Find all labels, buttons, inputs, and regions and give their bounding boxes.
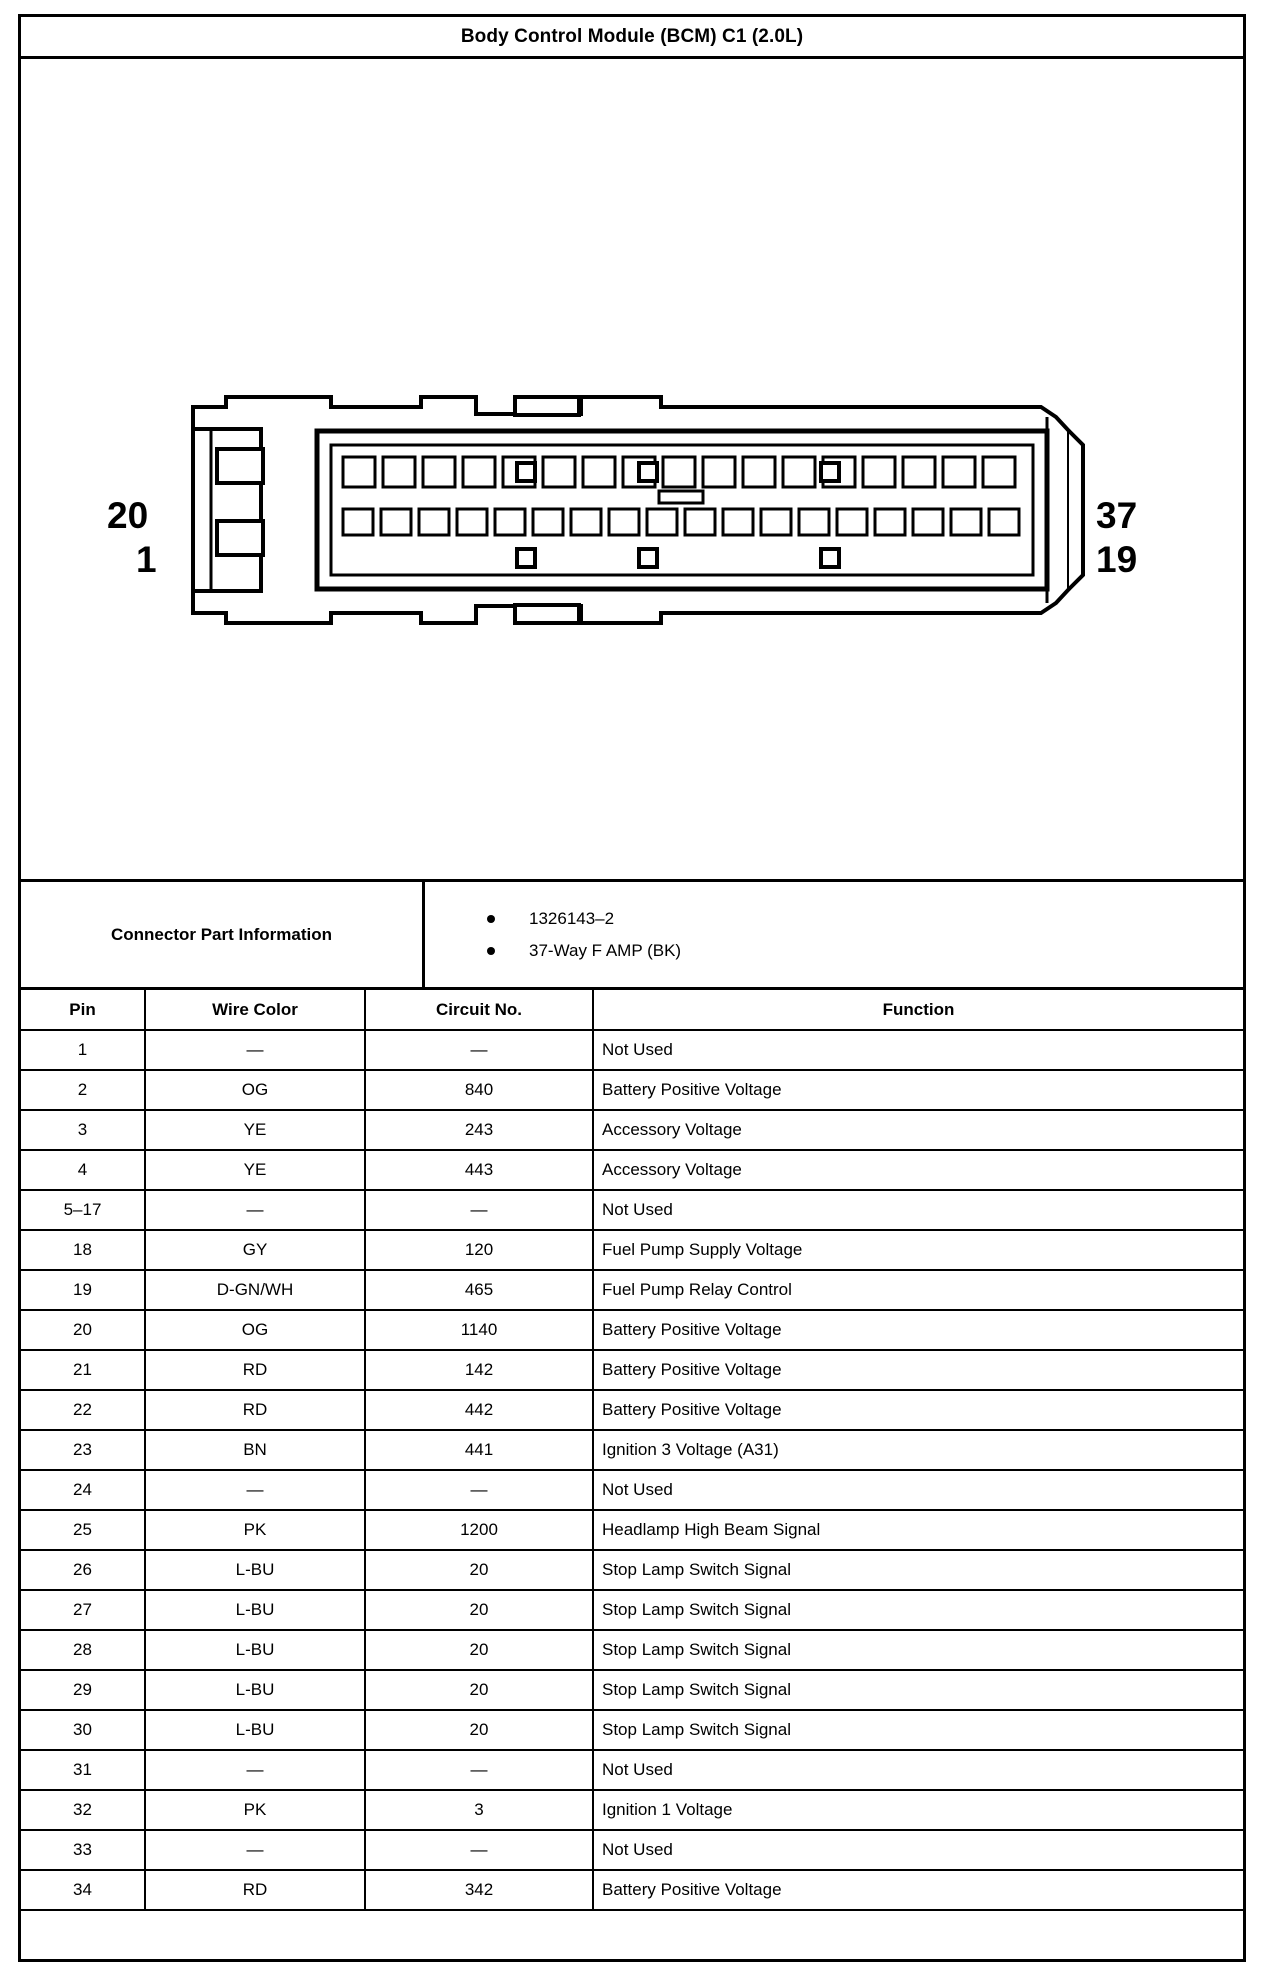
column-header-function: Function xyxy=(593,990,1243,1030)
table-row xyxy=(21,1110,1243,1150)
cell-circuit-no: — xyxy=(365,1030,593,1070)
cell-function: Stop Lamp Switch Signal xyxy=(593,1590,1243,1630)
cell-function: Battery Positive Voltage xyxy=(593,1070,1243,1110)
cell-circuit-no: 120 xyxy=(365,1230,593,1270)
cell-wire-color: L-BU xyxy=(145,1590,365,1630)
cell-circuit-no: 3 xyxy=(365,1790,593,1830)
cell-pin: 20 xyxy=(21,1310,145,1350)
table-row xyxy=(21,1590,1243,1630)
cell-wire-color: YE xyxy=(145,1150,365,1190)
table-row xyxy=(21,1390,1243,1430)
cell-circuit-no: 20 xyxy=(365,1670,593,1710)
cell-wire-color: RD xyxy=(145,1870,365,1910)
cell-circuit-no: 20 xyxy=(365,1550,593,1590)
pin-table-body xyxy=(21,1030,1243,1910)
cell-wire-color: BN xyxy=(145,1430,365,1470)
cell-circuit-no: 342 xyxy=(365,1870,593,1910)
column-header-circuit-no: Circuit No. xyxy=(365,990,593,1030)
list-item xyxy=(487,909,1243,929)
cell-pin: 29 xyxy=(21,1670,145,1710)
cell-function: Ignition 3 Voltage (A31) xyxy=(593,1430,1243,1470)
pin-label-20: 20 xyxy=(107,495,149,536)
page-title-text: Body Control Module (BCM) C1 (2.0L) xyxy=(460,25,804,47)
cell-pin: 18 xyxy=(21,1230,145,1270)
cell-function: Stop Lamp Switch Signal xyxy=(593,1710,1243,1750)
cell-function: Battery Positive Voltage xyxy=(593,1870,1243,1910)
cell-function: Not Used xyxy=(593,1470,1243,1510)
cell-pin: 30 xyxy=(21,1710,145,1750)
cell-wire-color: OG xyxy=(145,1310,365,1350)
table-row xyxy=(21,1150,1243,1190)
connector-sheet xyxy=(18,14,1246,1962)
cell-function: Headlamp High Beam Signal xyxy=(593,1510,1243,1550)
cell-pin: 32 xyxy=(21,1790,145,1830)
cell-pin: 3 xyxy=(21,1110,145,1150)
cell-function: Battery Positive Voltage xyxy=(593,1390,1243,1430)
table-row xyxy=(21,1310,1243,1350)
part-info-label: Connector Part Information xyxy=(21,882,425,987)
part-info-values xyxy=(425,882,1243,987)
part-description: 37-Way F AMP (BK) xyxy=(529,940,682,960)
cell-wire-color: — xyxy=(145,1750,365,1790)
connector-illustration xyxy=(21,59,1243,879)
connector-part-information xyxy=(21,882,1243,990)
cell-circuit-no: 20 xyxy=(365,1630,593,1670)
cell-wire-color: D-GN/WH xyxy=(145,1270,365,1310)
cell-wire-color: — xyxy=(145,1830,365,1870)
cell-circuit-no: 1200 xyxy=(365,1510,593,1550)
cell-wire-color: — xyxy=(145,1470,365,1510)
cell-function: Not Used xyxy=(593,1750,1243,1790)
cell-wire-color: L-BU xyxy=(145,1710,365,1750)
cell-pin: 31 xyxy=(21,1750,145,1790)
cell-wire-color: PK xyxy=(145,1790,365,1830)
cell-pin: 5–17 xyxy=(21,1190,145,1230)
cell-pin: 23 xyxy=(21,1430,145,1470)
column-header-pin: Pin xyxy=(21,990,145,1030)
cell-function: Battery Positive Voltage xyxy=(593,1350,1243,1390)
table-row xyxy=(21,1350,1243,1390)
cell-pin: 27 xyxy=(21,1590,145,1630)
column-header-wire-color: Wire Color xyxy=(145,990,365,1030)
cell-wire-color: — xyxy=(145,1030,365,1070)
cell-circuit-no: — xyxy=(365,1830,593,1870)
table-row xyxy=(21,1230,1243,1270)
table-row xyxy=(21,1070,1243,1110)
cell-circuit-no: 142 xyxy=(365,1350,593,1390)
table-row xyxy=(21,1190,1243,1230)
cell-circuit-no: — xyxy=(365,1470,593,1510)
table-row xyxy=(21,1750,1243,1790)
cell-circuit-no: 1140 xyxy=(365,1310,593,1350)
cell-function: Ignition 1 Voltage xyxy=(593,1790,1243,1830)
connector-svg xyxy=(21,59,1243,882)
cell-function: Accessory Voltage xyxy=(593,1150,1243,1190)
cell-pin: 21 xyxy=(21,1350,145,1390)
cell-pin: 4 xyxy=(21,1150,145,1190)
cell-pin: 1 xyxy=(21,1030,145,1070)
bullet-icon xyxy=(487,947,495,955)
cell-wire-color: YE xyxy=(145,1110,365,1150)
cell-circuit-no: 465 xyxy=(365,1270,593,1310)
table-header-row xyxy=(21,990,1243,1030)
table-row xyxy=(21,1710,1243,1750)
cell-function: Stop Lamp Switch Signal xyxy=(593,1550,1243,1590)
connector-diagram-area xyxy=(21,59,1243,882)
cell-function: Stop Lamp Switch Signal xyxy=(593,1630,1243,1670)
cell-wire-color: L-BU xyxy=(145,1670,365,1710)
cell-function: Not Used xyxy=(593,1030,1243,1070)
cell-function: Fuel Pump Supply Voltage xyxy=(593,1230,1243,1270)
pin-label-1: 1 xyxy=(136,539,157,580)
table-row xyxy=(21,1030,1243,1070)
table-row xyxy=(21,1870,1243,1910)
cell-wire-color: RD xyxy=(145,1390,365,1430)
cell-pin: 28 xyxy=(21,1630,145,1670)
cell-circuit-no: — xyxy=(365,1750,593,1790)
table-row xyxy=(21,1670,1243,1710)
table-row xyxy=(21,1830,1243,1870)
pin-label-19: 19 xyxy=(1096,539,1138,580)
cell-pin: 26 xyxy=(21,1550,145,1590)
list-item xyxy=(487,941,1243,961)
cell-wire-color: RD xyxy=(145,1350,365,1390)
cell-wire-color: L-BU xyxy=(145,1550,365,1590)
pin-table xyxy=(21,990,1243,1911)
cell-wire-color: PK xyxy=(145,1510,365,1550)
cell-circuit-no: 442 xyxy=(365,1390,593,1430)
part-number: 1326143–2 xyxy=(529,908,615,928)
cell-pin: 22 xyxy=(21,1390,145,1430)
cell-pin: 19 xyxy=(21,1270,145,1310)
pin-label-37: 37 xyxy=(1096,495,1138,536)
table-row xyxy=(21,1510,1243,1550)
table-row xyxy=(21,1550,1243,1590)
cell-function: Accessory Voltage xyxy=(593,1110,1243,1150)
cell-circuit-no: 20 xyxy=(365,1590,593,1630)
cell-pin: 24 xyxy=(21,1470,145,1510)
table-row xyxy=(21,1430,1243,1470)
page-title xyxy=(21,17,1243,59)
cell-wire-color: GY xyxy=(145,1230,365,1270)
cell-function: Stop Lamp Switch Signal xyxy=(593,1670,1243,1710)
table-row xyxy=(21,1790,1243,1830)
cell-function: Fuel Pump Relay Control xyxy=(593,1270,1243,1310)
table-row xyxy=(21,1270,1243,1310)
cell-pin: 33 xyxy=(21,1830,145,1870)
cell-function: Battery Positive Voltage xyxy=(593,1310,1243,1350)
cell-wire-color: L-BU xyxy=(145,1630,365,1670)
cell-pin: 2 xyxy=(21,1070,145,1110)
cell-circuit-no: 243 xyxy=(365,1110,593,1150)
cell-circuit-no: 840 xyxy=(365,1070,593,1110)
cell-wire-color: — xyxy=(145,1190,365,1230)
cell-function: Not Used xyxy=(593,1190,1243,1230)
cell-wire-color: OG xyxy=(145,1070,365,1110)
cell-circuit-no: 441 xyxy=(365,1430,593,1470)
bullet-icon xyxy=(487,915,495,923)
cell-circuit-no: 20 xyxy=(365,1710,593,1750)
cell-pin: 25 xyxy=(21,1510,145,1550)
cell-function: Not Used xyxy=(593,1830,1243,1870)
cell-circuit-no: — xyxy=(365,1190,593,1230)
table-row xyxy=(21,1470,1243,1510)
cell-pin: 34 xyxy=(21,1870,145,1910)
cell-circuit-no: 443 xyxy=(365,1150,593,1190)
table-row xyxy=(21,1630,1243,1670)
